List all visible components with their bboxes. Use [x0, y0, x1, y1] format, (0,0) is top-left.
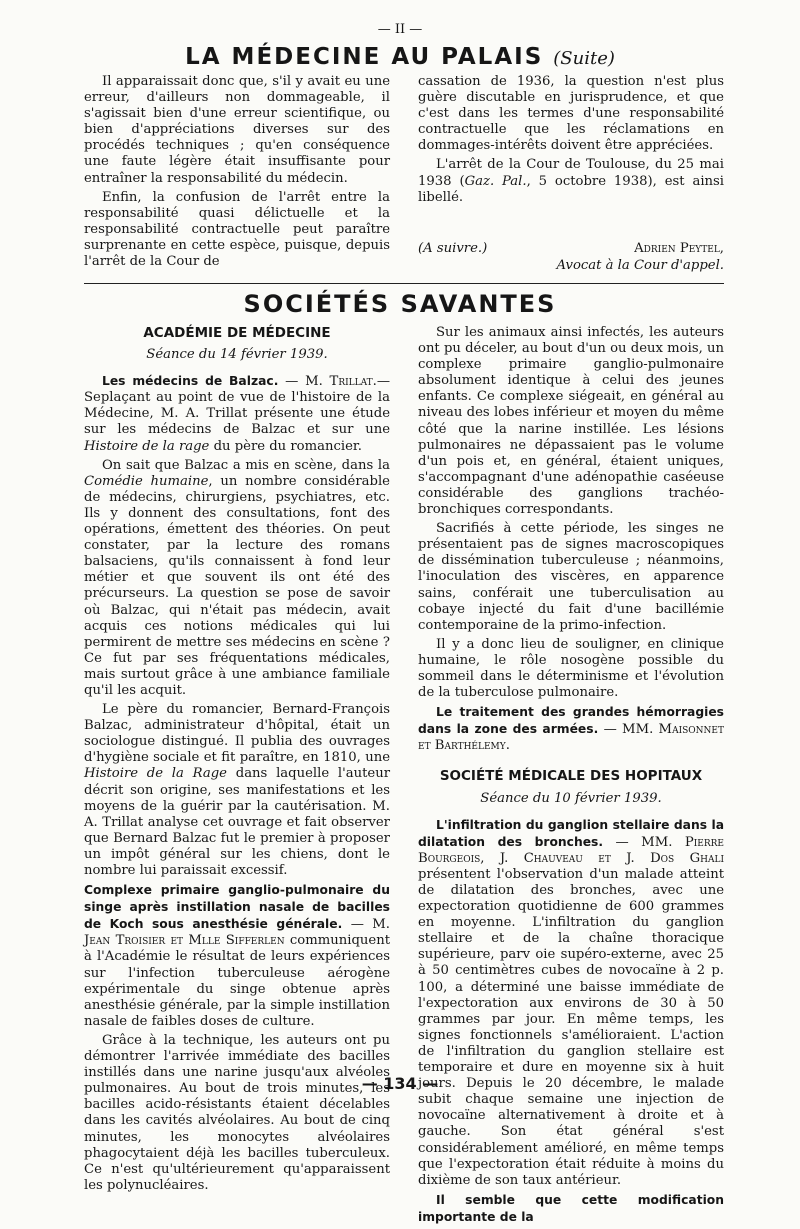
page-roman-numeral: — II —	[377, 22, 423, 37]
page-number: — 134 —	[361, 1074, 439, 1093]
section-title-medecine-au-palais	[0, 44, 800, 70]
paragraph: Complexe primaire ganglio-pulmonaire du singe après instillation nasale de bacilles de Koch sous anesthésie générale. — M. Jean Troisier et Mlle Sifferlen communiquent à l'Académie le résultat de leurs expériences sur l'infection tuberculeuse aérogène expérimentale du singe obtenue après anesthésie générale, par la simple instillation nasale de faibles doses de culture.	[84, 883, 390, 1029]
paragraph: Sur les animaux ainsi infectés, les auteurs ont pu déceler, au bout d'un ou deux mois, un complexe primaire ganglio-pulmonaire absolument identique à celui des jeunes enfants. Ce complexe siégeait, en général au niveau des lobes inférieur et moyen du même côté que la narine instillée. Les lésions pulmonaires ne dépassaient pas le volume d'un pois et, en général, étaient uniques, s'accompagnant d'une adénopathie caséeuse considérable des ganglions trachéo-bronchiques correspondants.	[418, 325, 724, 518]
paragraph: cassation de 1936, la question n'est plus guère discutable en jurisprudence, et que c'est dans les termes d'une responsabilité contractuelle que les réclamations en dommages-intérêts doivent être appréciées.	[418, 74, 724, 154]
author-title: Avocat à la Cour d'appel.	[556, 258, 724, 273]
article-lead: Complexe primaire ganglio-pulmonaire du singe après instillation nasale de bacilles de Koch sous anesthésie générale.	[84, 883, 390, 932]
paragraph: On sait que Balzac a mis en scène, dans la Comédie humaine, un nombre considérable de médecins, chirurgiens, psychiatres, etc. Ils y donnent des consultations, font des opérations, émettent des théories. On peut constater, par la lecture des romans balsaciens, qu'ils connaissent à fond leur métier et que souvent ils ont été des précurseurs. La question se pose de savoir où Balzac, qui n'était pas médecin, avait acquis ces notions médicales qui lui permirent de mettre ses médecins en scène ? Ce fut par ses fréquentations médicales, mais surtout grâce à une ambiance familiale qu'il les acquit.	[84, 457, 390, 698]
paragraph: Il apparaissait donc que, s'il y avait eu une erreur, d'ailleurs non dommageable, il s'agissait bien d'une erreur scientifique, ou bien d'appréciations diverses sur des procédés techniques ; qu'en conséquence une faute légère était insuffisante pour entraîner la responsabilité du médecin.	[84, 74, 390, 186]
paragraph: Les médecins de Balzac. — M. Trillat.— Seplaçant au point de vue de l'histoire de la Médecine, M. A. Trillat présente une étude sur les médecins de Balzac et sur une Histoire de la rage du père du romancier.	[84, 374, 391, 454]
top-left-column	[84, 74, 390, 273]
academie-seance-date: Séance du 14 février 1939.	[146, 347, 328, 363]
bottom-right-column	[418, 325, 724, 1229]
title-suite: (Suite)	[553, 48, 615, 69]
paragraph: Enfin, la confusion de l'arrêt entre la responsabilité quasi délictuelle et la responsabilité contractuelle peut paraître surprenante en cette espèce, puisque, depuis l'arrêt de la Cour de	[84, 189, 390, 270]
section-divider	[84, 283, 724, 284]
societe-medicale-seance-date: Séance du 10 février 1939.	[480, 790, 662, 806]
paragraph: Le traitement des grandes hémorragies dans la zone des armées. — MM. Maisonnet et Barthélemy.	[418, 705, 724, 754]
author-name: Adrien Peytel,	[634, 241, 724, 256]
societe-medicale-heading: SOCIÉTÉ MÉDICALE DES HOPITAUX	[439, 768, 703, 785]
paragraph: L'infiltration du ganglion stellaire dans la dilatation des bronches. — MM. Pierre Bourgeois, J. Chauveau et J. Dos Ghali présentent l'observation d'un malade atteint de dilatation des bronches, avec une expectoration quotidienne de 600 grammes en moyenne. L'infiltration du ganglion stellaire et de la chaîne thoracique supérieure, parv oie supéro-externe, avec 25 à 50 centimètres cubes de novocaïne à 2 p. 100, a déterminé une baisse immédiate de l'expectoration aux environs de 30 à 50 grammes par jour. En même temps, les signes fonctionnels s'amélioraient. L'action de l'infiltration du ganglion stellaire est temporaire et dure en moyenne six à huit jours. Depuis le 20 décembre, le malade subit chaque semaine une injection de novocaïne alternativement à droite et à gauche. Son état général s'est considérablement amélioré, en même temps que l'expectoration était réduite à moins du dixième de son taux antérieur.	[418, 817, 724, 1188]
bottom-left-column	[84, 325, 390, 1197]
title-text: LA MÉDECINE AU PALAIS	[185, 44, 544, 70]
article-lead: Les médecins de Balzac.	[102, 374, 279, 389]
signature-block	[418, 240, 724, 274]
paragraph: Grâce à la technique, les auteurs ont pu démontrer l'arrivée immédiate des bacilles instillés dans une narine jusqu'aux alvéoles pulmonaires. Au bout de trois minutes, les bacilles acido-résistants étaient décelables dans les cavités alvéolaires. Au bout de cinq minutes, les monocytes alvéolaires phagocytaient déjà les bacilles tuberculeux. Ce n'est qu'ultérieurement qu'apparaissent les polynucléaires.	[84, 1032, 390, 1193]
top-right-column	[418, 74, 724, 209]
paragraph: L'arrêt de la Cour de Toulouse, du 25 mai 1938 (Gaz. Pal., 5 octobre 1938), est ainsi libellé.	[418, 157, 725, 205]
paragraph: Le père du romancier, Bernard-François Balzac, administrateur d'hôpital, était un sociologue distingué. Il publia des ouvrages d'hygiène sociale et fit paraître, en 1810, une Histoire de la Rage dans laquelle l'auteur décrit son origine, ses manifestations et les moyens de la guérir par la cautérisation. M. A. Trillat analyse cet ouvrage et fait observer que Bernard Balzac fut le premier à proposer un impôt général sur les chiens, dont le nombre lui paraissait excessif.	[84, 702, 390, 878]
paragraph: Il semble que cette modification importante de la	[418, 1192, 724, 1224]
article-lead: L'infiltration du ganglion stellaire dans la dilatation des bronches.	[418, 817, 724, 849]
citation-gaz-pal: Gaz. Pal.	[464, 173, 527, 189]
paragraph: Il y a donc lieu de souligner, en clinique humaine, le rôle nosogène possible du sommeil dans le déterminisme et l'évolution de la tuberculose pulmonaire.	[418, 636, 724, 701]
article-lead: Le traitement des grandes hémorragies dans la zone des armées.	[418, 705, 724, 737]
academie-heading: ACADÉMIE DE MÉDECINE	[143, 325, 331, 341]
section-title-societes-savantes: SOCIÉTÉS SAVANTES	[243, 290, 557, 318]
paragraph: Sacrifiés à cette période, les singes ne présentaient pas de signes macroscopiques de dissémination tuberculeuse ; néanmoins, l'inoculation des viscères, en apparence sains, conférait une tuberculisation au cobaye injecté du fait d'une bacillémie contemporaine de la primo-infection.	[418, 521, 724, 633]
a-suivre: (A suivre.)	[418, 241, 488, 256]
